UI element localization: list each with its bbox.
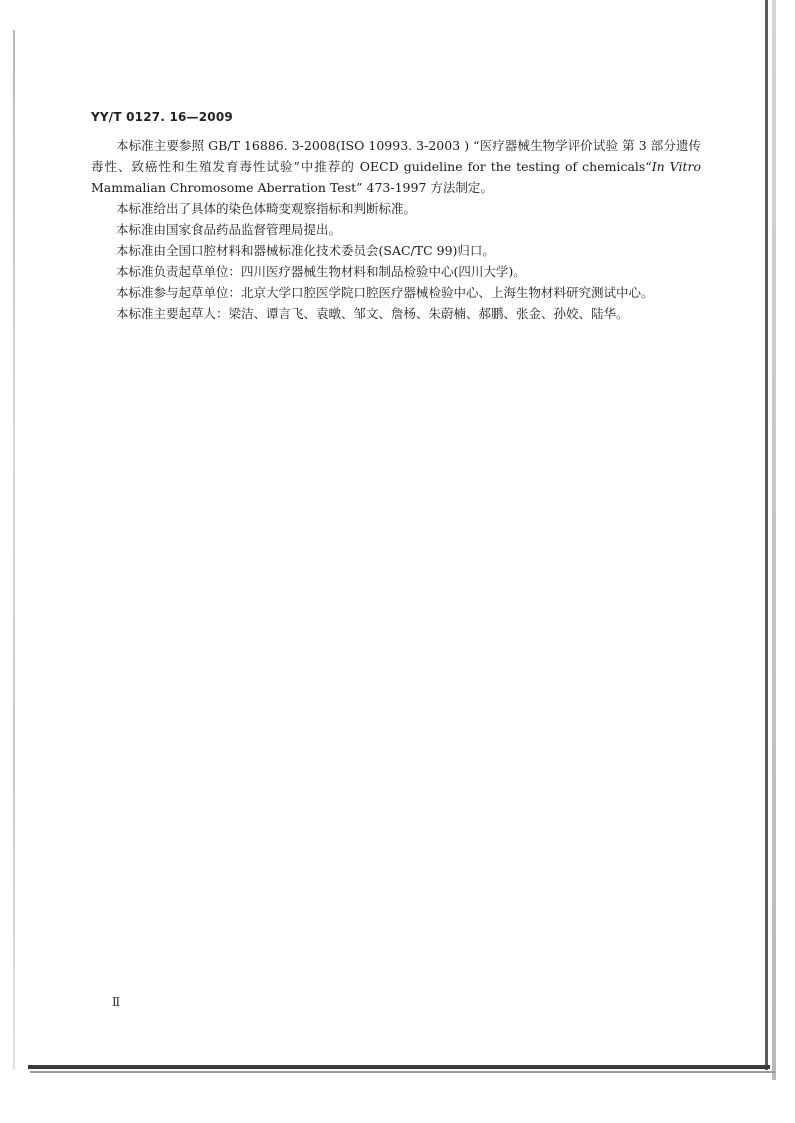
scan-edge-right: [765, 0, 768, 1070]
foreword-paragraph-lead-drafter: 本标准负责起草单位：四川医疗器械生物材料和制品检验中心(四川大学)。: [116, 264, 526, 279]
document-code: YY/T 0127. 16—2009: [91, 110, 233, 124]
foreword-paragraph-committee: 本标准由全国口腔材料和器械标准化技术委员会(SAC/TC 99)归口。: [116, 243, 495, 258]
scan-edge-bottom-shadow: [30, 1071, 775, 1073]
scan-edge-left: [13, 30, 15, 1070]
foreword-paragraph-reference: [91, 135, 701, 198]
reference-text-italic: In Vitro: [651, 159, 701, 174]
foreword-paragraph-drafters: 本标准主要起草人：梁洁、谭言飞、袁暾、邹文、詹杨、朱蔚楠、郝鹏、张金、孙姣、陆华。: [116, 306, 629, 321]
foreword-paragraph-proposer: 本标准由国家食品药品监督管理局提出。: [116, 222, 342, 237]
scan-edge-right-shadow: [772, 0, 776, 1080]
page-number: Ⅱ: [112, 995, 121, 1009]
reference-text-part2: Mammalian Chromosome Aberration Test” 473-1997 方法制定。: [91, 180, 493, 195]
foreword-paragraph-participants: 本标准参与起草单位：北京大学口腔医学院口腔医疗器械检验中心、上海生物材料研究测试中心。: [116, 285, 654, 300]
foreword-body: [91, 135, 701, 324]
scan-edge-bottom: [28, 1065, 770, 1069]
reference-text-part1: 本标准主要参照 GB/T 16886. 3-2008(ISO 10993. 3-2003 ) “医疗器械生物学评价试验 第 3 部分遗传毒性、致癌性和生殖发育毒性试验”中推荐的 OECD guideline for the testing of chemicals“: [91, 138, 701, 174]
foreword-paragraph-criteria: 本标准给出了具体的染色体畸变观察指标和判断标准。: [116, 201, 417, 216]
